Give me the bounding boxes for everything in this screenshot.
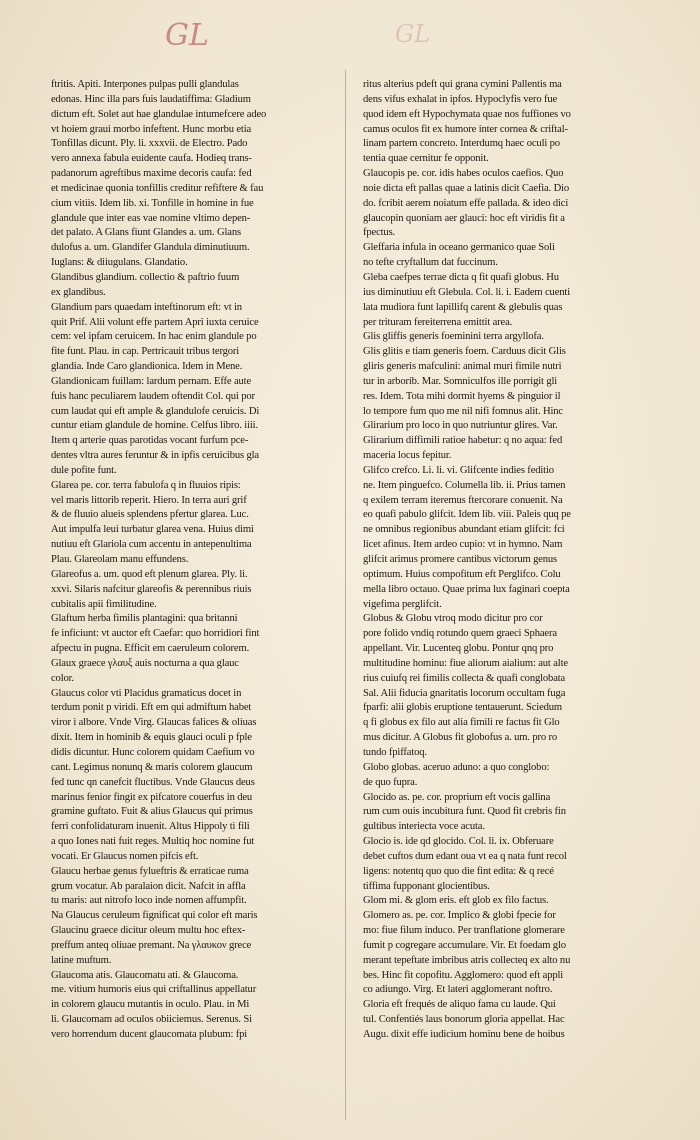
text-line: Gleba caefpes terrae dicta q fit quafi globus. Hu	[363, 271, 559, 283]
text-line: camus oculos fit ex humore inter cornea & criftal-	[363, 123, 568, 135]
text-line: dens vifus exhalat in ipfos. Hypoclyfis vero fue	[363, 93, 558, 105]
text-line: quit Prif. Alii volunt effe partem Apri iuxta ceruice	[51, 316, 259, 328]
text-line: color.	[51, 672, 74, 684]
text-line: Glifco crefco. Li. li. vi. Glifcente indies feditio	[363, 464, 554, 476]
text-line: linam partem concreto. Interdumq haec oculi po	[363, 138, 560, 150]
text-line: rum cum ouis incubitura funt. Quod fit crebris fin	[363, 806, 566, 818]
text-line: merant tepeftate imbribus atris collecteq ex alto nu	[363, 954, 571, 966]
text-line: quod idem eft Hypochymata quae nos fuffiones vo	[363, 108, 571, 120]
text-line: a quo Iones nati fuit reges. Multiq hoc nomine fut	[51, 836, 255, 848]
text-line: padanorum agreftibus maxime decoris caufa: fed	[51, 168, 252, 180]
text-line: Iuglans: & diiugulans. Glandatio.	[51, 257, 188, 269]
text-line: edonas. Hinc illa pars fuis laudatiffima: Gladium	[51, 93, 251, 105]
text-line: xxvi. Silaris nafcitur glareofis & perennibus riuis	[51, 583, 252, 595]
text-line: pore folido vndiq rotundo quem graeci Sphaera	[363, 628, 557, 640]
margin-mark-left: GL	[165, 18, 209, 53]
text-line: appellant. Vir. Lucenteq globu. Pontur qnq pro	[363, 643, 554, 655]
text-line: cubitalis apii fimilitudine.	[51, 598, 157, 610]
text-line: fe inficiunt: vt auctor eft Caefar: quo horridiori fint	[51, 628, 260, 640]
text-line: lata mudiora funt lapillifq carent & glebulis quas	[363, 301, 563, 313]
text-line: cuntur etiam glandule de homine. Celfus libro. iiii.	[51, 420, 258, 432]
text-line: licet afinus. Item ardeo cupio: vt in hymno. Nam	[363, 539, 563, 551]
text-line: dixit. Item in hominib & equis glauci oculi p fple	[51, 732, 252, 744]
text-column-left	[51, 78, 343, 1043]
text-line: Glarea pe. cor. terra fabulofa q in fluuios ripis:	[51, 479, 241, 491]
text-line: glandule que inter eas vae nomine vltimo depen-	[51, 212, 251, 224]
text-line: glaucopin quoniam aer glauci: hoc eft viridis fit a	[363, 212, 565, 224]
text-line: dule pofite funt.	[51, 464, 117, 476]
text-line: Glis gliffis generis foeminini terra argyllofa.	[363, 331, 544, 343]
text-line: ius diminutiuu eft Glebula. Col. li. i. Eadem cuenti	[363, 286, 570, 298]
text-line: vero horrendum ducent glaucomata plubum: fpi	[51, 1029, 248, 1040]
text-line: de quo fupra.	[363, 776, 418, 788]
text-line: do. fcribit aerem noiatum effe pallada. & ideo dici	[363, 197, 569, 209]
text-line: cem: vel ipfam ceruicem. In hac enim glandule po	[51, 331, 257, 343]
text-line: vocati. Er Glaucus nomen pifcis eft.	[51, 850, 199, 862]
text-line: Item q arterie quas parotidas vocant furfum pce-	[51, 435, 249, 447]
text-line: dulofus a. um. Glandifer Glandula diminutiuum.	[51, 242, 250, 254]
text-line: no tefte cryftallum dat fuccinum.	[363, 257, 498, 269]
text-line: Gleffaria infula in oceano germanico quae Soli	[363, 242, 555, 254]
text-line: per trituram fereiterrena emittit area.	[363, 316, 513, 328]
text-line: co adiungo. Virg. Et lateri agglomerant noftro.	[363, 984, 553, 996]
text-line: Glaux graece γλαυξ auis nocturna a qua glauc	[51, 657, 239, 669]
text-line: mus dicitur. A Globus fit globofus a. um. pro ro	[363, 732, 558, 744]
text-line: Aut impulfa leui turbatur glarea vena. Huius dimi	[51, 524, 254, 536]
text-line: Glandionicam fuillam: lardum pernam. Effe aute	[51, 375, 251, 387]
text-line: cant. Legimus nonunq & maris colorem glaucum	[51, 761, 253, 773]
text-line: Glocio is. ide qd glocido. Col. li. ix. Obferuare	[363, 836, 554, 848]
text-line: maceria locus fepitur.	[363, 450, 452, 462]
text-line: cum laudat qui eft ample & glandulofe ceruicis. Di	[51, 405, 260, 417]
text-line: Glocido as. pe. cor. proprium eft vocis gallina	[363, 791, 551, 803]
text-line: terdum ponit p viridi. Eft em qui admiftum habet	[51, 702, 252, 714]
text-line: tu maris: aut nitrofo loco inde nomen affumpfit.	[51, 895, 247, 907]
text-line: tundo fpiffatoq.	[363, 746, 427, 758]
text-line: q fi globus ex filo aut alia fimili re factus fit Glo	[363, 717, 560, 729]
text-line: li. Glaucomam ad oculos obiiciemus. Serenus. Si	[51, 1014, 252, 1026]
text-line: & de fluuio alueis splendens pfertur glarea. Luc.	[51, 509, 249, 521]
text-line: det palato. A Glans fiunt Glandes a. um. Glans	[51, 227, 241, 239]
text-line: cium vitiis. Idem lib. xi. Tonfille in homine in fue	[51, 197, 254, 209]
text-line: Na Glaucus ceruleum fignificat qui color eft maris	[51, 910, 258, 922]
text-line: Glaucoma atis. Glaucomatu ati. & Glaucoma.	[51, 969, 239, 981]
text-line: ne omnibus regionibus abundant etiam glifcit: fci	[363, 524, 565, 536]
text-line: nutiuu eft Glariola cum accentu in antepenultima	[51, 539, 252, 551]
text-line: rius cuiufq rei fimilis collecta & quafi conglobata	[363, 672, 566, 684]
text-line: optimum. Huius compofitum eft Perglifco. Colu	[363, 568, 561, 580]
text-line: ex glandibus.	[51, 286, 106, 298]
column-divider	[345, 70, 346, 1120]
text-line: gliris generis mafculini: animal muri fimile nutri	[363, 361, 562, 373]
text-line: tentia quae cernitur fe opponit.	[363, 153, 489, 165]
text-line: Glaucus color vti Placidus gramaticus docet in	[51, 687, 242, 699]
text-line: ligens: notentq quo quo die fint edita: & q recé	[363, 865, 554, 877]
text-line: grum vocatur. Ab paralaion dicit. Nafcit in affla	[51, 880, 246, 892]
text-line: gramine guftato. Fuit & alius Glaucus qui primus	[51, 806, 253, 818]
text-line: ritus alterius pdeft qui grana cymini Pallentis ma	[363, 79, 562, 90]
text-line: fumit p cogregare accumulare. Vir. Et foedam glo	[363, 939, 566, 951]
text-line: bes. Hinc fit copofitu. Agglomero: quod eft appli	[363, 969, 564, 981]
text-line: res. Idem. Tota mihi dormit hyems & pinguior il	[363, 390, 561, 402]
text-line: dictum eft. Solet aut hae glandulae intumefcere adeo	[51, 108, 267, 120]
text-line: Glandibus glandium. collectio & paftrio fuum	[51, 271, 240, 283]
text-line: marinus fenior fingit ex pifcatore couerfus in deu	[51, 791, 253, 803]
text-line: multitudine hominu: fiue aliorum aialium: aut alte	[363, 657, 568, 669]
margin-mark-right: GL	[395, 20, 431, 48]
text-line: Glaucu herbae genus fylueftris & erraticae ruma	[51, 865, 249, 877]
text-line: vel maris littorib reperit. Hiero. In terra auri grif	[51, 494, 247, 506]
text-line: dentes vltra aures feruntur & in ipfis ceruicibus gla	[51, 450, 259, 462]
text-line: Glirarium diffimili ratioe habetur: q no aqua: fed	[363, 435, 563, 447]
text-line: Glirarium pro loco in quo nutriuntur glires. Var.	[363, 420, 558, 432]
text-line: Glaucinu graece dicitur oleum multu hoc eftex-	[51, 925, 246, 937]
text-column-right	[363, 78, 655, 1043]
text-line: me. vitium humoris eius qui criftallinus appellatur	[51, 984, 257, 996]
text-line: Augu. dixit effe iudicium hominu bene de hoibus	[363, 1029, 565, 1040]
text-line: didis dicuntur. Hunc colorem quidam Caefium vo	[51, 746, 255, 758]
text-line: lo tempore fum quo me nil nifi fomnus alit. Hinc	[363, 405, 563, 417]
text-line: et medicinae quonia tonfillis creditur refiftere & fau	[51, 182, 264, 194]
text-line: Globo globas. aceruo aduno: a quo conglobo:	[363, 761, 550, 773]
text-line: glandia. Inde Caro glandionica. Idem in Mene.	[51, 361, 243, 373]
text-line: gultibus interiecta voce acuta.	[363, 821, 485, 833]
text-line: preffum anteq oliuae premant. Na γλαυκον grece	[51, 939, 252, 951]
text-line: tiffima fupponant glocientibus.	[363, 880, 490, 892]
text-line: fparfi: alii globis eruptione tentauerunt. Sciedum	[363, 702, 563, 714]
text-line: in colorem glaucu mutantis in oculo. Plau. in Mi	[51, 999, 250, 1011]
text-line: Sal. Alii fiducia gnaritatis locorum occultam fuga	[363, 687, 566, 699]
text-line: eo quafi pabulo glifcit. Idem lib. viii. Paleis quq pe	[363, 509, 571, 521]
text-line: viror i albore. Vnde Virg. Glaucas falices & oliuas	[51, 717, 257, 729]
text-line: Glaftum herba fimilis plantagini: qua britanni	[51, 613, 238, 625]
text-line: noie dicta eft pallas quae a latinis dicit Caefia. Dio	[363, 182, 570, 194]
text-line: debet cuftos dum edant oua vt ea q nata funt recol	[363, 850, 567, 862]
text-line: Glis glitis e tiam generis foem. Carduus dicit Glis	[363, 346, 566, 358]
text-line: ferri confolidaturam inuenit. Altus Hippoly ti fili	[51, 821, 250, 833]
text-line: ftritis. Apiti. Interpones pulpas pulli glandulas	[51, 79, 239, 90]
text-line: Glandium pars quaedam inteftinorum eft: vt in	[51, 301, 242, 313]
text-line: q exilem terram iteremus ftercorare conuenit. Na	[363, 494, 563, 506]
text-line: vigefima perglifcit.	[363, 598, 442, 610]
text-line: tul. Confentiés laus bonorum gloria appellat. Hac	[363, 1014, 565, 1026]
text-line: Glom mi. & glom eris. eft glob ex filo factus.	[363, 895, 549, 907]
text-line: Globus & Globu vtroq modo dicitur pro cor	[363, 613, 543, 625]
text-line: ne. Item pinguefco. Columella lib. ii. Prius tamen	[363, 479, 566, 491]
text-line: mo: fiue filum induco. Per tranflatione glomerare	[363, 925, 565, 937]
text-line: Gloria eft frequés de aliquo fama cu laude. Qui	[363, 999, 556, 1011]
text-line: Plau. Glareolam manu effundens.	[51, 554, 189, 565]
text-line: Glaucopis pe. cor. idis habes oculos caefios. Quo	[363, 168, 564, 180]
text-line: Glomero as. pe. cor. Implico & globi fpecie for	[363, 910, 556, 922]
text-line: fuis hanc peculiarem laudem oftendit Col. qui por	[51, 390, 255, 402]
text-line: afpectu in pugna. Efficit em caeruleum colorem.	[51, 643, 250, 655]
text-line: vt hoiem graui morbo infeftent. Hunc morbu etia	[51, 123, 252, 135]
text-line: tur in arborib. Mar. Somniculfos ille porrigit gli	[363, 375, 558, 387]
text-line: Glareofus a. um. quod eft plenum glarea. Ply. li.	[51, 568, 248, 580]
text-line: Tonfillas dicunt. Ply. li. xxxvii. de Electro. Pado	[51, 138, 248, 150]
text-line: fite funt. Plau. in cap. Pertricauit tribus tergori	[51, 346, 240, 358]
text-line: fed tunc qn canefcit fluctibus. Vnde Glaucus deus	[51, 776, 255, 788]
text-line: glifcit arimus promere cantibus victorum genus	[363, 554, 558, 565]
text-line: fpectus.	[363, 227, 396, 239]
text-line: vero annexa fabula euidente caufa. Hodieq trans-	[51, 153, 252, 165]
text-line: latine muftum.	[51, 954, 112, 966]
text-line: mella libro octauo. Quae prima lux faginari coepta	[363, 583, 570, 595]
